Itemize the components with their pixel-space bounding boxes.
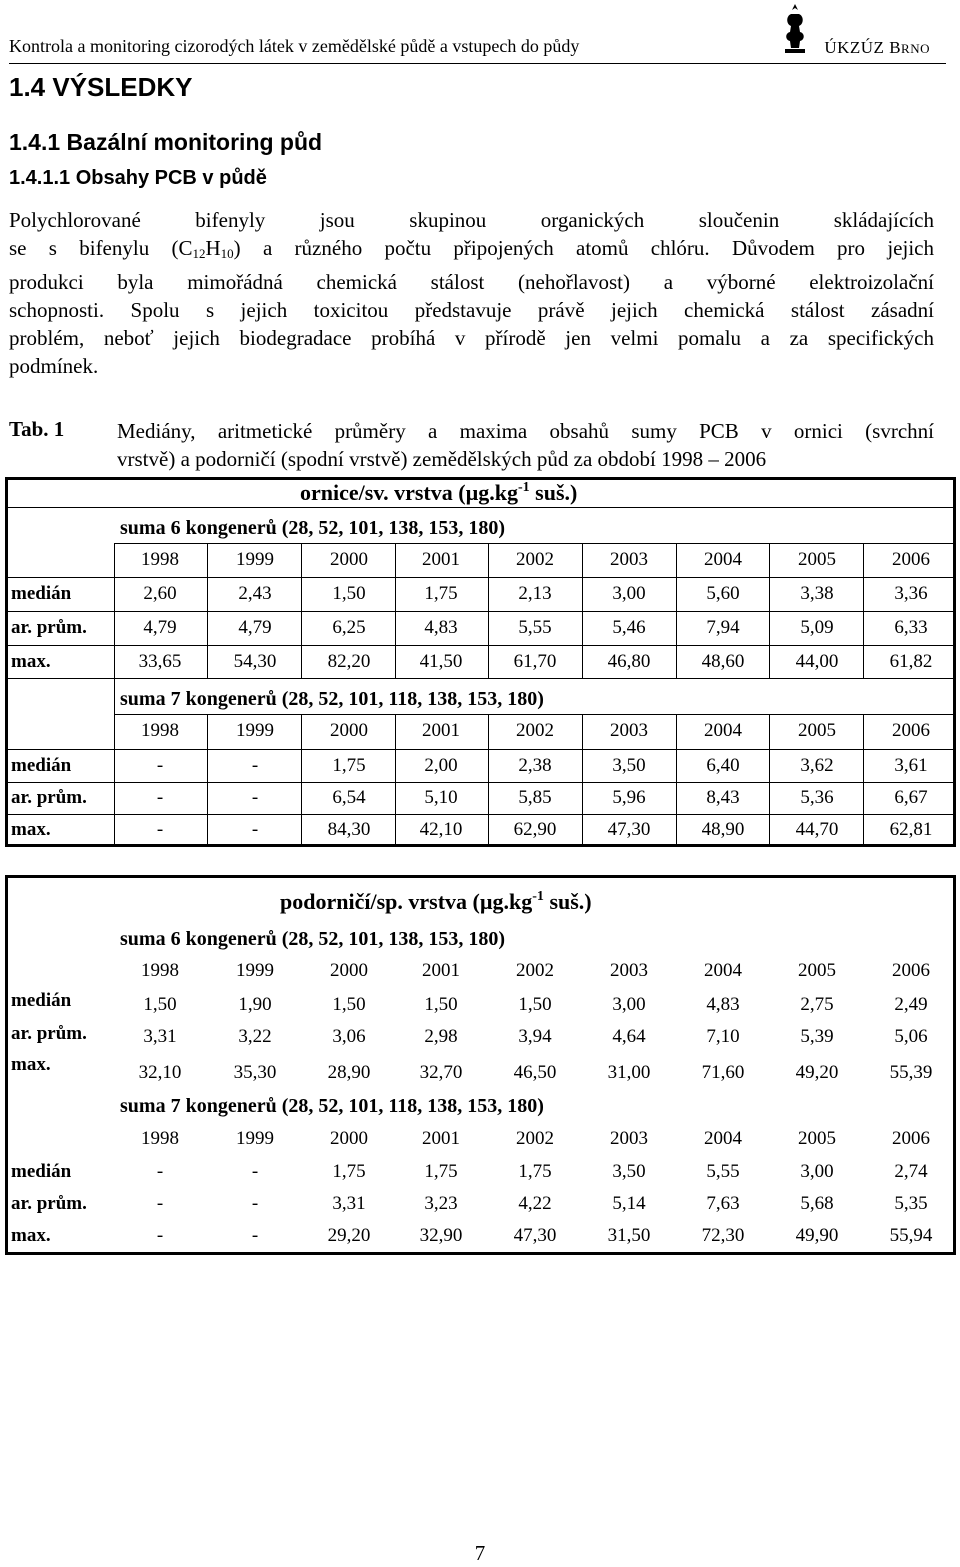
table-cell: - [156,819,164,840]
year-header: 1998 [141,720,179,741]
table-cell: 1,50 [424,994,458,1015]
year-header: 2003 [610,720,648,741]
table-cell: 31,00 [607,1062,651,1083]
paragraph-line: Polychlorované bifenyly jsou skupinou organických sloučenin skládajících [9,208,934,232]
table-cell: 2,98 [424,1026,458,1047]
row-label: max. [11,1054,51,1075]
grid-line [488,714,489,845]
row-label: max. [11,651,51,672]
grid-line [114,714,115,845]
grid-line [8,577,953,578]
table-cell: 1,75 [424,583,458,604]
table-cell: 3,22 [238,1026,272,1047]
subsection-heading: 1.4.1 Bazální monitoring půd [9,129,323,155]
table-cell: 5,55 [518,617,552,638]
intro-paragraph [9,206,934,380]
table-cell: 84,30 [327,819,371,840]
table-cell: 44,00 [795,651,839,672]
year-header: 2000 [330,549,368,570]
table-cell: 4,79 [238,617,272,638]
row-label: medián [11,755,72,776]
table-cell: 5,35 [894,1193,928,1214]
table-cell: 5,68 [800,1193,834,1214]
table-cell: 3,36 [894,583,928,604]
paragraph-line: schopnosti. Spolu s jejich toxicitou představuje právě jejich chemická stálost zásadní [9,298,934,322]
table-cell: 3,50 [612,755,646,776]
table-cell: 3,62 [800,755,834,776]
table-cell: 2,43 [238,583,272,604]
table-cell: 5,46 [612,617,646,638]
grid-line [301,714,302,845]
table-cell: 2,74 [894,1161,928,1182]
table-cell: 3,38 [800,583,834,604]
table-cell: 71,60 [701,1062,745,1083]
grid-line [114,714,953,715]
grid-line [114,543,953,544]
table-cell: 32,10 [138,1062,182,1083]
table-cell: 42,10 [419,819,463,840]
table-cell: 5,09 [800,617,834,638]
table-cell: 2,75 [800,994,834,1015]
grid-line [8,611,953,612]
table-cell: 55,94 [889,1225,933,1246]
table-cell: 5,06 [894,1026,928,1047]
table-cell: 3,31 [143,1026,177,1047]
table-cell: 6,40 [706,755,740,776]
table-cell: 61,70 [513,651,557,672]
row-label: ar. prům. [11,787,87,808]
year-header: 2001 [422,720,460,741]
row-label: ar. prům. [11,617,87,638]
grid-line [114,678,115,714]
grid-line [8,678,953,679]
table-cell: 46,50 [513,1062,557,1083]
grid-line [8,814,953,815]
grid-line [207,543,208,678]
table-cell: 47,30 [607,819,651,840]
table-cell: 3,00 [612,583,646,604]
year-header: 2003 [610,549,648,570]
table-cell: 1,75 [518,1161,552,1182]
institution-logo [782,2,808,54]
paragraph-line: problém, neboť jejich biodegradace probíhá v přírodě jen velmi pomalu a za specifických [9,326,934,350]
table-cell: 7,10 [706,1026,740,1047]
year-header: 2005 [798,1128,836,1149]
running-header-title: Kontrola a monitoring cizorodých látek v zemědělské půdě a vstupech do půdy [9,36,580,56]
table-cell: 55,39 [889,1062,933,1083]
year-header: 1998 [141,1128,179,1149]
table-cell: 32,70 [419,1062,463,1083]
year-header: 2002 [516,960,554,981]
table-cell: 2,38 [518,755,552,776]
row-label: medián [11,583,72,604]
year-header: 1999 [236,1128,274,1149]
table-cell: 28,90 [327,1062,371,1083]
table-cell: 5,55 [706,1161,740,1182]
table-cell: 5,39 [800,1026,834,1047]
table-cell: 1,75 [332,1161,366,1182]
table-topsoil-sum6-title: suma 6 kongenerů (28, 52, 101, 138, 153, 180) [120,517,506,539]
table-cell: 48,90 [701,819,745,840]
year-header: 1998 [141,549,179,570]
table-cell: - [156,787,164,808]
table-cell: 1,75 [332,755,366,776]
year-header: 2003 [610,1128,648,1149]
table-cell: - [251,1161,259,1182]
table-cell: 4,22 [518,1193,552,1214]
year-header: 2004 [704,960,742,981]
table-cell: 3,06 [332,1026,366,1047]
institution-name: ÚKZÚZ BRNO [824,38,930,57]
row-label: ar. prům. [11,1193,87,1214]
year-header: 2001 [422,960,460,981]
table-subsoil-title: podorničí/sp. vrstva ($\mu g.kg^{-1}$ suš.) [280,889,592,914]
grid-line [488,543,489,678]
row-label: max. [11,819,51,840]
table-cell: 31,50 [607,1225,651,1246]
grid-line [863,714,864,845]
paragraph-line: produkci byla mimořádná chemická stálost (nehořlavost) a výborné elektroizolační [9,270,934,294]
table-cell: 6,54 [332,787,366,808]
grid-line [8,749,953,750]
table-cell: 1,50 [518,994,552,1015]
table-cell: 62,90 [513,819,557,840]
table-cell: 61,82 [889,651,933,672]
table-cell: 3,31 [332,1193,366,1214]
year-header: 1998 [141,960,179,981]
grid-line [863,543,864,678]
table-cell: 3,61 [894,755,928,776]
table-cell: 4,83 [706,994,740,1015]
grid-line [8,645,953,646]
table-cell: 6,67 [894,787,928,808]
year-header: 2006 [892,549,930,570]
table-cell: 48,60 [701,651,745,672]
table-subsoil-sum7-title: suma 7 kongenerů (28, 52, 101, 118, 138, 153, 180) [120,1095,544,1117]
table-cell: - [156,1161,164,1182]
table-cell: 5,60 [706,583,740,604]
grid-line [301,543,302,678]
year-header: 2000 [330,720,368,741]
grid-line [769,543,770,678]
table-cell: 72,30 [701,1225,745,1246]
table-cell: 29,20 [327,1225,371,1246]
table-cell: 47,30 [513,1225,557,1246]
grid-line [769,714,770,845]
table-cell: 44,70 [795,819,839,840]
row-label: max. [11,1225,51,1246]
table-cell: - [156,1193,164,1214]
table-cell: 54,30 [233,651,277,672]
table-cell: 6,33 [894,617,928,638]
year-header: 2006 [892,960,930,981]
table-cell: 2,60 [143,583,177,604]
table-cell: 3,50 [612,1161,646,1182]
table-cell: 4,79 [143,617,177,638]
table-cell: 1,75 [424,1161,458,1182]
page-number: 7 [474,1541,486,1565]
table-caption-label: Tab. 1 [9,417,65,441]
table-cell: 46,80 [607,651,651,672]
year-header: 2006 [892,1128,930,1149]
table-cell: 7,63 [706,1193,740,1214]
header-rule [9,63,946,64]
table-cell: 2,00 [424,755,458,776]
table-cell: 3,00 [612,994,646,1015]
table-cell: 2,49 [894,994,928,1015]
table-cell: - [251,755,259,776]
table-cell: 5,36 [800,787,834,808]
grid-line [676,543,677,678]
table-cell: 3,00 [800,1161,834,1182]
table-cell: - [251,1193,259,1214]
grid-line [8,507,953,508]
table-topsoil-sum7-title: suma 7 kongenerů (28, 52, 101, 118, 138, 153, 180) [120,688,544,710]
table-cell: - [156,755,164,776]
table-cell: 2,13 [518,583,552,604]
year-header: 2002 [516,1128,554,1149]
year-header: 2004 [704,1128,742,1149]
year-header: 2006 [892,720,930,741]
year-header: 2005 [798,960,836,981]
table-cell: 49,90 [795,1225,839,1246]
year-header: 2001 [422,1128,460,1149]
table-cell: 4,83 [424,617,458,638]
year-header: 2000 [330,960,368,981]
grid-line [114,543,115,678]
grid-line [676,714,677,845]
year-header: 2005 [798,720,836,741]
table-cell: 6,25 [332,617,366,638]
year-header: 2002 [516,549,554,570]
table-cell: - [251,1225,259,1246]
grid-line [582,714,583,845]
table-cell: 5,85 [518,787,552,808]
table-cell: 1,50 [332,583,366,604]
table-cell: 8,43 [706,787,740,808]
grid-line [207,714,208,845]
year-header: 1999 [236,720,274,741]
table-cell: 5,96 [612,787,646,808]
table-cell: 4,64 [612,1026,646,1047]
grid-line [395,714,396,845]
table-cell: 3,94 [518,1026,552,1047]
year-header: 1999 [236,960,274,981]
table-caption: Mediány, aritmetické průměry a maxima obsahů sumy PCB v ornici (svrchní vrstvě) a podorničí (spodní vrstvě) zemědělských půd za období 1998 – 2006 [117,419,934,471]
year-header: 1999 [236,549,274,570]
table-topsoil-title: ornice/sv. vrstva ($\mu g.kg^{-1}$ suš.) [300,480,578,505]
table-cell: 62,81 [889,819,933,840]
year-header: 2001 [422,549,460,570]
table-cell: 33,65 [138,651,182,672]
year-header: 2003 [610,960,648,981]
grid-line [8,782,953,783]
table-cell: 41,50 [419,651,463,672]
table-cell: 1,90 [238,994,272,1015]
paragraph-line: se s bifenylu $(C_{12}H_{10})$ a různého počtu připojených atomů chlóru. Důvodem pro jejich [9,236,934,261]
year-header: 2004 [704,720,742,741]
table-cell: 1,50 [332,994,366,1015]
table-cell: - [156,1225,164,1246]
row-label: medián [11,990,72,1011]
table-cell: 82,20 [327,651,371,672]
table-cell: 35,30 [233,1062,277,1083]
table-cell: - [251,819,259,840]
year-header: 2004 [704,549,742,570]
table-cell: 1,50 [143,994,177,1015]
table-cell: 32,90 [419,1225,463,1246]
table-cell: 7,94 [706,617,740,638]
table-cell: 49,20 [795,1062,839,1083]
grid-line [582,543,583,678]
year-header: 2000 [330,1128,368,1149]
year-header: 2002 [516,720,554,741]
subsubsection-heading: 1.4.1.1 Obsahy PCB v půdě [9,167,267,189]
grid-line [395,543,396,678]
table-cell: 5,14 [612,1193,646,1214]
year-header: 2005 [798,549,836,570]
table-subsoil-sum6-title: suma 6 kongenerů (28, 52, 101, 138, 153, 180) [120,928,506,950]
paragraph-line: podmínek. [9,354,99,378]
table-cell: 5,10 [424,787,458,808]
row-label: medián [11,1161,72,1182]
row-label: ar. prům. [11,1023,87,1044]
section-heading: 1.4 VÝSLEDKY [9,72,193,102]
table-cell: 3,23 [424,1193,458,1214]
table-cell: - [251,787,259,808]
